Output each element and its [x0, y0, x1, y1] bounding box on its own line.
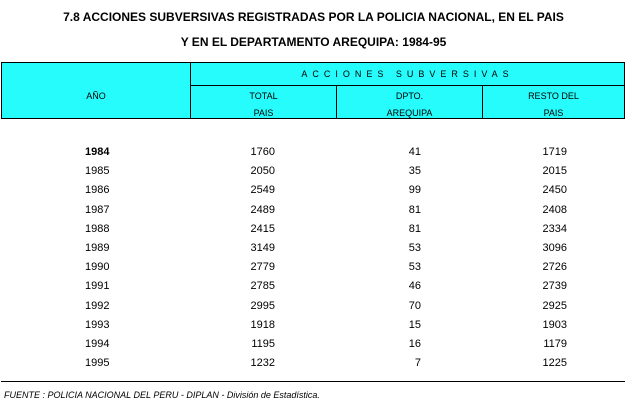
table-row: [0, 261, 627, 279]
table-title-line2: Y EN EL DEPARTAMENTO AREQUIPA: 1984-95: [180, 35, 447, 49]
row-dpto-arequipa: 15: [408, 318, 421, 331]
header-total-line2: PAIS: [253, 108, 274, 118]
row-dpto-arequipa: 70: [408, 299, 421, 312]
header-rest-line2: PAIS: [543, 108, 564, 118]
source-footnote: FUENTE : POLICIA NACIONAL DEL PERU - DIPLAN - División de Estadística.: [4, 390, 320, 400]
row-year: 1990: [85, 261, 110, 274]
header-arequipa-line2: AREQUIPA: [386, 108, 433, 118]
row-dpto-arequipa: 16: [408, 338, 421, 350]
row-total-pais: 2050: [250, 165, 275, 178]
table-row: [0, 280, 627, 298]
row-dpto-arequipa: 53: [408, 242, 421, 254]
row-resto-pais: 2739: [542, 280, 567, 293]
row-dpto-arequipa: 99: [408, 184, 421, 197]
table-row: [0, 165, 627, 183]
row-total-pais: 1232: [250, 357, 275, 370]
row-year: 1985: [85, 165, 110, 178]
row-resto-pais: 1719: [542, 146, 567, 158]
row-year: 1987: [85, 203, 110, 216]
row-total-pais: 1195: [251, 338, 275, 350]
row-year: 1989: [85, 242, 110, 254]
row-dpto-arequipa: 81: [408, 222, 421, 235]
row-dpto-arequipa: 41: [408, 146, 421, 158]
table-row: [0, 223, 627, 241]
row-resto-pais: 1179: [543, 338, 567, 350]
table-row: [0, 184, 627, 202]
table-title-line1: 7.8 ACCIONES SUBVERSIVAS REGISTRADAS POR LA POLICIA NACIONAL, EN EL PAIS: [63, 10, 564, 24]
row-dpto-arequipa: 46: [408, 280, 421, 293]
row-total-pais: 2779: [250, 261, 275, 274]
row-year: 1984: [85, 146, 110, 158]
row-total-pais: 3149: [250, 242, 275, 254]
row-resto-pais: 2408: [542, 203, 567, 216]
row-total-pais: 2995: [250, 299, 275, 312]
header-group-acciones: ACCIONES SUBVERSIVAS: [301, 69, 514, 79]
row-resto-pais: 2726: [542, 261, 567, 274]
table-header: [1, 62, 625, 119]
row-year: 1991: [85, 280, 110, 293]
row-dpto-arequipa: 35: [408, 165, 421, 178]
row-resto-pais: 2015: [542, 165, 567, 178]
row-total-pais: 1760: [250, 146, 275, 158]
row-year: 1993: [85, 318, 110, 331]
row-year: 1988: [85, 222, 110, 235]
row-year: 1995: [85, 357, 110, 370]
row-year: 1986: [85, 184, 110, 197]
row-total-pais: 1918: [250, 318, 275, 331]
row-resto-pais: 2925: [542, 299, 567, 312]
row-resto-pais: 1903: [542, 318, 567, 331]
row-dpto-arequipa: 81: [408, 203, 421, 216]
table-row: [0, 357, 627, 375]
header-group-divider: [190, 85, 624, 86]
row-resto-pais: 2334: [542, 222, 567, 235]
table-row: [0, 300, 627, 318]
table-row: [0, 204, 627, 222]
row-total-pais: 2549: [250, 184, 275, 197]
row-dpto-arequipa: 53: [408, 261, 421, 274]
table-row: [0, 242, 627, 260]
row-dpto-arequipa: 7: [414, 357, 421, 370]
row-year: 1992: [85, 299, 110, 312]
table-row: [0, 319, 627, 337]
row-total-pais: 2785: [250, 280, 275, 293]
row-resto-pais: 2450: [542, 184, 567, 197]
header-rest-line1: RESTO DEL: [528, 91, 579, 101]
row-year: 1994: [85, 338, 110, 350]
table-row: [0, 338, 627, 356]
row-total-pais: 2415: [250, 222, 275, 235]
header-arequipa-line1: DPTO.: [395, 91, 424, 101]
row-total-pais: 2489: [250, 203, 275, 216]
row-resto-pais: 3096: [542, 242, 567, 254]
header-total-line1: TOTAL: [249, 91, 278, 101]
table-bottom-rule: [1, 381, 625, 382]
table-row: [0, 146, 627, 164]
header-year: AÑO: [86, 91, 106, 101]
row-resto-pais: 1225: [542, 357, 567, 370]
